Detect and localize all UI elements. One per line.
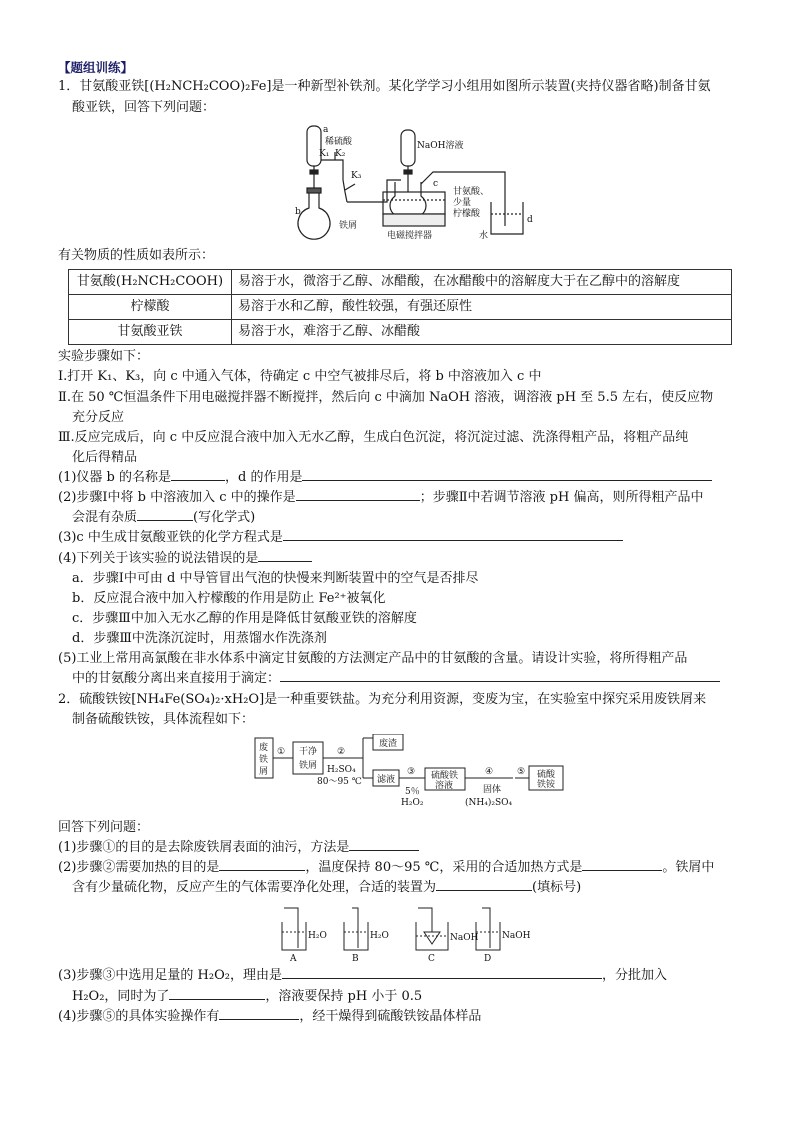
properties-table [68, 269, 732, 345]
q2-sub2-line2: 含有少量硫化物，反应产生的气体需要净化处理，合适的装置为 (填标号) [72, 880, 582, 896]
answer-blank[interactable] [436, 878, 532, 891]
label-k2: K₂ [335, 148, 346, 159]
apparatus-b-label: B [352, 954, 359, 963]
option-b: b．反应混合液中加入柠檬酸的作用是防止 Fe²⁺被氧化 [72, 590, 386, 606]
q2-sub3-line2: H₂O₂，同时为了 ，溶液要保持 pH 小于 0.5 [72, 988, 423, 1004]
q2-sub4: (4)步骤⑤的具体实验操作有 ，经干燥得到硫酸铁铵晶体样品 [58, 1008, 482, 1024]
flow-h2o2: H₂O₂ [401, 797, 424, 808]
flow-solid: 固体 [483, 784, 502, 795]
apparatus-a-label: A [290, 954, 297, 963]
q1-sub5-line2: 中的甘氨酸分离出来直接用于滴定： [58, 669, 738, 689]
answer-blank[interactable] [582, 858, 662, 871]
step-3-line2: 化后得精品 [72, 449, 138, 465]
flow-ferric-sulfate-1: 硫酸铁 [431, 770, 459, 781]
answer-blank[interactable] [349, 838, 419, 851]
label-glycine-2: 少量 [453, 197, 472, 208]
answer-blank[interactable] [219, 858, 305, 871]
q1-intro-line1: 1．甘氨酸亚铁[(H₂NCH₂COO)₂Fe]是一种新型补铁剂。某化学学习小组用如图所示装置(夹持仪器省略)制备甘氨 [58, 79, 711, 95]
flow-product-1: 硫酸 [537, 769, 556, 780]
label-naoh: NaOH溶液 [417, 140, 464, 151]
q1-sub2-line2: 会混有杂质 (写化学式) [72, 510, 256, 526]
table-cell-name: 甘氨酸亚铁 [69, 320, 232, 345]
table-cell-desc: 易溶于水，微溶于乙醇、冰醋酸，在冰醋酸中的溶解度大于在乙醇中的溶解度 [232, 269, 732, 294]
answer-blank[interactable] [169, 987, 265, 1000]
table-cell-desc: 易溶于水，难溶于乙醇、冰醋酸 [232, 320, 732, 345]
label-dilute-acid: 稀硫酸 [325, 136, 353, 147]
flow-step-3: ③ [407, 766, 416, 777]
flow-filtrate: 滤液 [377, 774, 396, 785]
answer-blank[interactable] [137, 508, 193, 521]
label-a: a [323, 124, 329, 135]
flow-step-4: ④ [485, 766, 494, 777]
answer-blank[interactable] [282, 966, 602, 979]
q1-sub2-line1: (2)步骤Ⅰ中将 b 中溶液加入 c 中的操作是 ；步骤Ⅱ中若调节溶液 pH 偏高，则所得粗产品中 [58, 490, 704, 506]
table-row [69, 269, 732, 294]
q1-options [58, 569, 738, 650]
label-water: 水 [479, 230, 489, 241]
label-stirrer: 电磁搅拌器 [387, 230, 433, 241]
q2-intro-line2: 制备硫酸铁铵，具体流程如下： [72, 711, 255, 727]
table-cell-desc: 易溶于水和乙醇，酸性较强，有强还原性 [232, 294, 732, 319]
answer-blank[interactable] [302, 468, 712, 481]
flow-percent: 5％ [405, 786, 420, 797]
label-glycine-1: 甘氨酸、 [453, 186, 490, 197]
step-3-line1: Ⅲ.反应完成后，向 c 中反应混合液中加入无水乙醇，生成白色沉淀，将沉淀过滤、洗涤得粗产品，将粗产品纯 [58, 429, 689, 445]
apparatus-a-liquid: H₂O [308, 931, 327, 942]
q1-sub1: (1)仪器 b 的名称是 ，d 的作用是 [58, 468, 738, 488]
page [58, 58, 738, 1027]
step-1: Ⅰ.打开 K₁、K₃，向 c 中通入气体，待确定 c 中空气被排尽后，将 b 中溶液加入 c 中 [58, 369, 542, 385]
q2-answer-intro: 回答下列问题： [58, 819, 150, 835]
option-c: c．步骤Ⅲ中加入无水乙醇的作用是降低甘氨酸亚铁的溶解度 [72, 611, 417, 627]
answer-blank[interactable] [219, 1007, 299, 1020]
q2-intro-line1: 2．硫酸铁铵[NH₄Fe(SO₄)₂·xH₂O]是一种重要铁盐。为充分利用资源，变废为宝，在实验室中探究采用废铁屑来 [58, 691, 707, 707]
flow-waste-3: 屑 [259, 766, 269, 777]
q1-sub3: (3)c 中生成甘氨酸亚铁的化学方程式是 [58, 528, 738, 548]
option-d: d．步骤Ⅲ中洗涤沉淀时，用蒸馏水作洗涤剂 [72, 631, 327, 647]
q1-sub5-line1: (5)工业上常用高氯酸在非水体系中滴定甘氨酸的方法测定产品中的甘氨酸的含量。请设计实验，将所得粗产品 [58, 651, 688, 667]
flow-clean-2: 铁屑 [299, 760, 318, 771]
label-c: c [433, 178, 439, 189]
label-iron-filings: 铁屑 [339, 220, 358, 231]
apparatus-d-label: D [484, 954, 492, 963]
q2-sub1: (1)步骤①的目的是去除废铁屑表面的油污，方法是 [58, 838, 738, 858]
table-cell-name: 柠檬酸 [69, 294, 232, 319]
flow-product-2: 铁铵 [537, 779, 556, 790]
apparatus-d-liquid: NaOH [502, 931, 531, 942]
q2-sub2-line1: (2)步骤②需要加热的目的是 ，温度保持 80～95 ℃，采用的合适加热方式是 。铁屑中 [58, 860, 715, 876]
flow-residue: 废渣 [379, 738, 398, 749]
step-2-line1: Ⅱ.在 50 ℃恒温条件下用电磁搅拌器不断搅拌，然后向 c 中滴加 NaOH 溶液，调溶液 pH 至 5.5 左右，使反应物 [58, 389, 714, 405]
label-b: b [295, 206, 301, 217]
label-k1: K₁ [319, 148, 330, 159]
flow-step-5: ⑤ [517, 766, 526, 777]
step-2-line2: 充分反应 [72, 409, 125, 425]
q2-gas-apparatus [278, 902, 568, 962]
flow-waste-1: 废 [259, 742, 269, 753]
answer-blank[interactable] [296, 488, 420, 501]
steps-title: 实验步骤如下： [58, 349, 150, 365]
flow-ammonium-sulfate: (NH₄)₂SO₄ [465, 797, 513, 808]
flow-step-1: ① [277, 746, 286, 757]
flow-waste-2: 铁 [259, 754, 269, 765]
label-glycine-3: 柠檬酸 [453, 208, 481, 219]
q2-sub3-line1: (3)步骤③中选用足量的 H₂O₂，理由是 ，分批加入 [58, 968, 667, 984]
table-row [69, 320, 732, 345]
label-k3: K₃ [351, 170, 362, 181]
flow-ferric-sulfate-2: 溶液 [435, 780, 454, 791]
table-cell-name: 甘氨酸(H₂NCH₂COOH) [69, 269, 232, 294]
flow-h2so4: H₂SO₄ [327, 764, 356, 775]
apparatus-c-liquid: NaOH [450, 933, 479, 944]
label-d: d [527, 214, 533, 225]
apparatus-b-liquid: H₂O [370, 931, 389, 942]
answer-blank[interactable] [258, 549, 312, 562]
option-a: a．步骤Ⅰ中可由 d 中导管冒出气泡的快慢来判断装置中的空气是否排尽 [72, 570, 479, 586]
flow-clean-1: 干净 [299, 746, 318, 757]
flow-temp: 80～95 ℃ [317, 776, 362, 787]
q1-intro-line2: 酸亚铁，回答下列问题： [72, 99, 216, 115]
answer-blank[interactable] [283, 528, 623, 541]
flow-step-2: ② [337, 746, 346, 757]
answer-blank[interactable] [171, 468, 225, 481]
answer-blank[interactable] [280, 669, 720, 682]
q1-apparatus-figure [283, 122, 553, 242]
table-row [69, 294, 732, 319]
apparatus-c-label: C [428, 954, 435, 963]
section-header: 【题组训练】 [58, 60, 134, 75]
table-intro: 有关物质的性质如表所示： [58, 247, 215, 263]
q2-flowchart [253, 734, 583, 814]
q1-sub4: (4)下列关于该实验的说法错误的是 [58, 549, 738, 569]
